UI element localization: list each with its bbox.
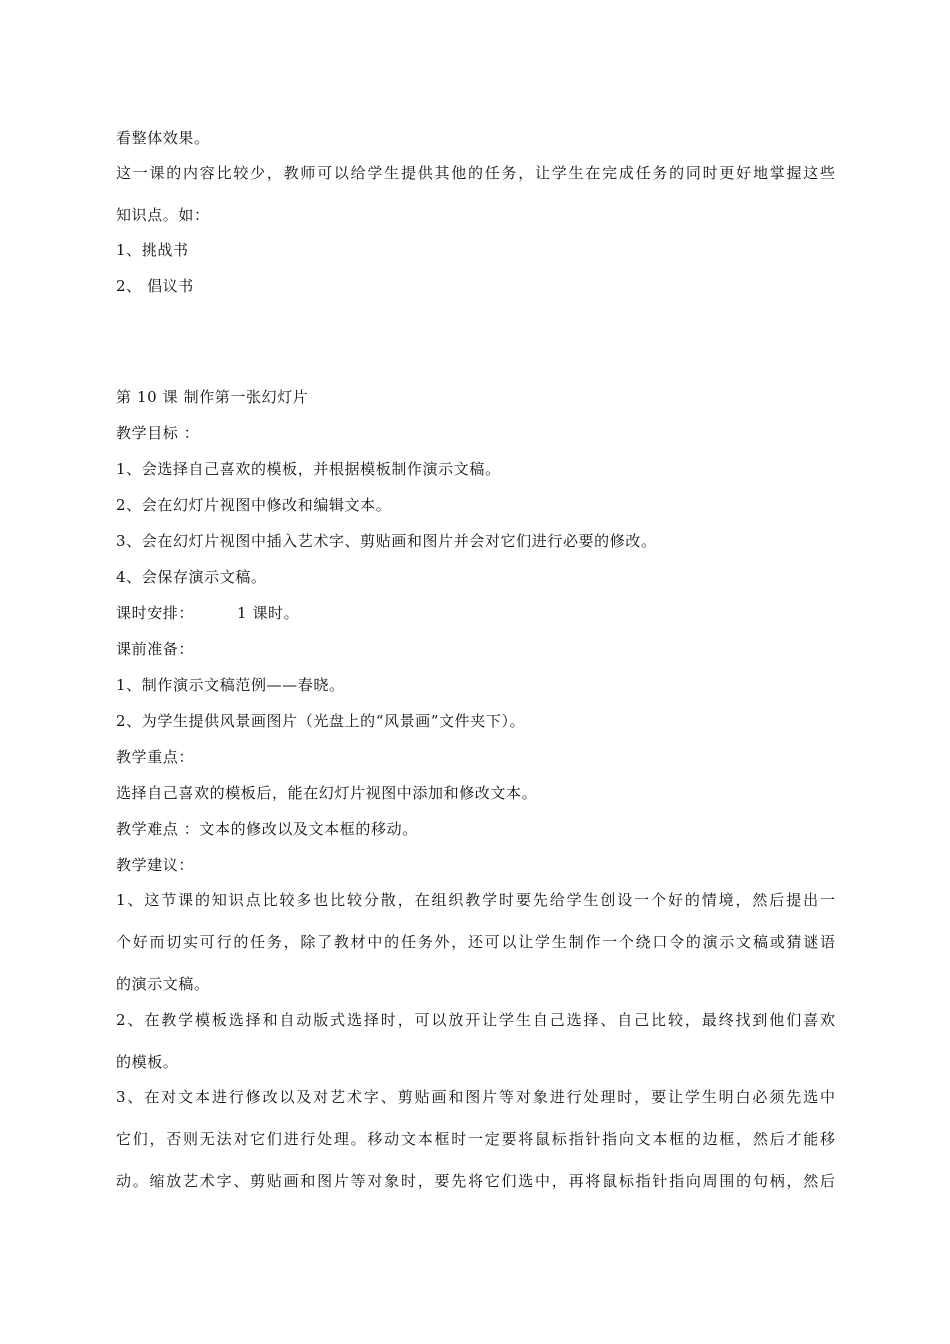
text-line: 动。缩放艺术字、剪贴画和图片等对象时，要先将它们选中，再将鼠标指针指向周围的句柄，然后	[116, 1172, 835, 1190]
section-heading: 教学重点：	[116, 748, 195, 766]
section-heading: 课前准备：	[116, 640, 195, 658]
list-item: 1、挑战书	[116, 241, 189, 259]
text-line: 选择自己喜欢的模板后，能在幻灯片视图中添加和修改文本。	[116, 784, 538, 802]
text-line: 1、这节课的知识点比较多也比较分散，在组织教学时要先给学生创设一个好的情境，然后提出一	[116, 891, 835, 909]
text-line: 2、在教学模板选择和自动版式选择时，可以放开让学生自己选择、自己比较，最终找到他们喜欢	[116, 1011, 835, 1029]
lesson-title: 第 10 课 制作第一张幻灯片	[116, 388, 309, 406]
list-item: 1、制作演示文稿范例——春晓。	[116, 676, 345, 694]
list-item: 2、为学生提供风景画图片（光盘上的“风景画”文件夹下）。	[116, 712, 526, 730]
text-line: 看整体效果。	[116, 129, 210, 147]
list-item: 3、会在幻灯片视图中插入艺术字、剪贴画和图片并会对它们进行必要的修改。	[116, 532, 657, 550]
list-item: 4、会保存演示文稿。	[116, 568, 267, 586]
list-item: 2、 倡议书	[116, 277, 194, 295]
section-heading: 教学建议：	[116, 856, 195, 874]
text-line: 知识点。如：	[116, 206, 210, 224]
text-line: 课时安排： 1 课时。	[116, 604, 300, 622]
text-line: 的演示文稿。	[116, 975, 210, 993]
text-line: 它们，否则无法对它们进行处理。移动文本框时一定要将鼠标指针指向文本框的边框，然后才能移	[116, 1130, 835, 1148]
text-line: 教学难点 ：文本的修改以及文本框的移动。	[116, 820, 418, 838]
list-item: 2、会在幻灯片视图中修改和编辑文本。	[116, 496, 392, 514]
section-heading: 教学目标 ：	[116, 424, 200, 442]
text-line: 的模板。	[116, 1053, 179, 1071]
list-item: 1、会选择自己喜欢的模板，并根据模板制作演示文稿。	[116, 460, 501, 478]
text-line: 这一课的内容比较少，教师可以给学生提供其他的任务，让学生在完成任务的同时更好地掌握这些	[116, 164, 835, 182]
text-line: 个好而切实可行的任务，除了教材中的任务外，还可以让学生制作一个绕口令的演示文稿或猜谜语	[116, 933, 835, 951]
text-line: 3、在对文本进行修改以及对艺术字、剪贴画和图片等对象进行处理时，要让学生明白必须先选中	[116, 1088, 835, 1106]
